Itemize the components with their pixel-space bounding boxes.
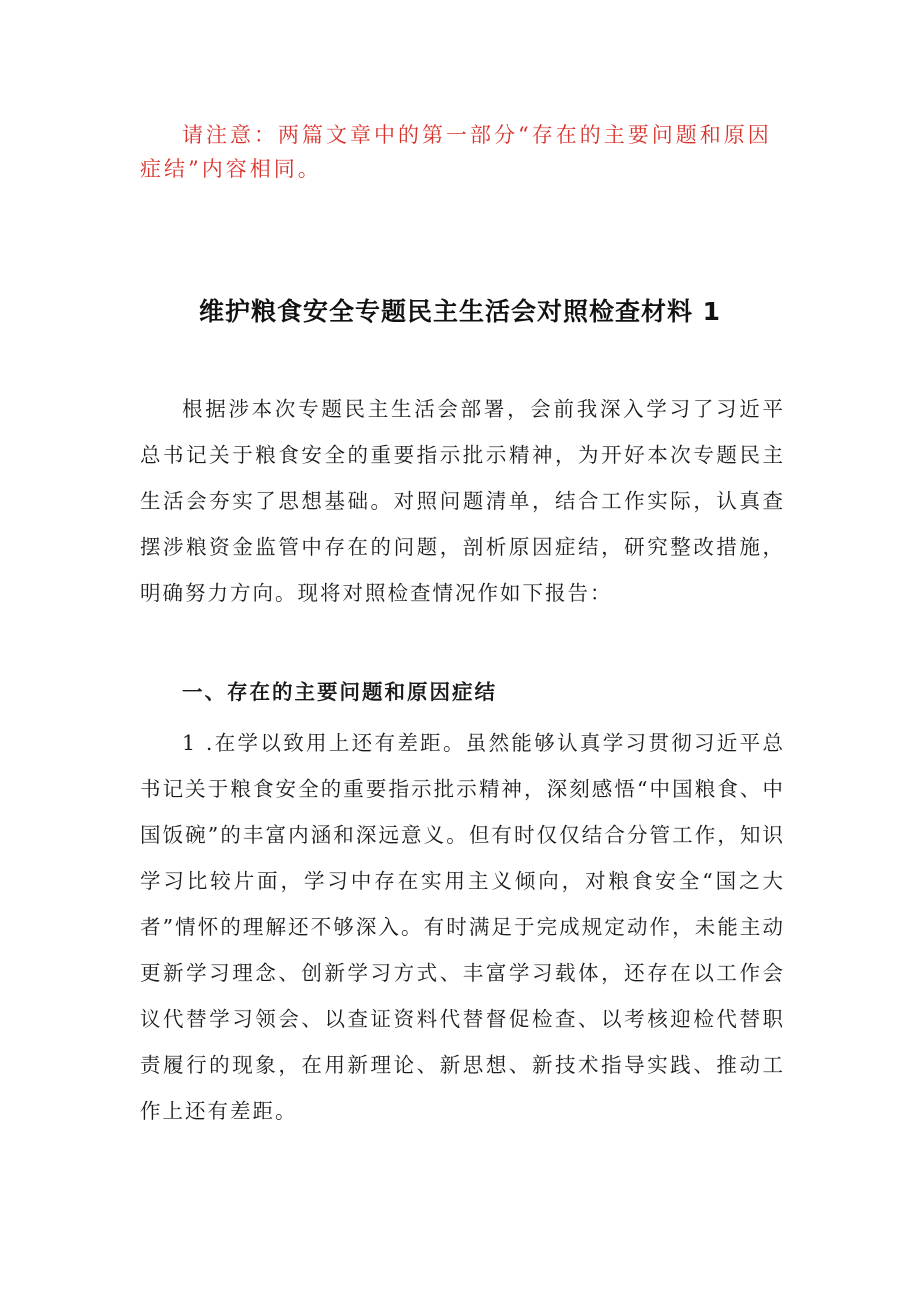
document-title: 维护粮食安全专题民主生活会对照检查材料 1 bbox=[198, 297, 722, 326]
section-heading: 一、存在的主要问题和原因症结 bbox=[182, 680, 497, 704]
editor-note: 请注意：两篇文章中的第一部分“存在的主要问题和原因症结”内容相同。 bbox=[140, 123, 772, 181]
item-paragraph: 1 .在学以致用上还有差距。虽然能够认真学习贯彻习近平总书记关于粮食安全的重要指示批示精神，深刻感悟“中国粮食、中国饭碗”的丰富内涵和深远意义。但有时仅仅结合分管工作，知识学习比较片面，学习中存在实用主义倾向，对粮食安全“国之大者”情怀的理解还不够深入。有时满足于完成规定动作，未能主动更新学习理念、创新学习方式、丰富学习载体，还存在以工作会议代替学习领会、以查证资料代替督促检查、以考核迎检代替职责履行的现象，在用新理论、新思想、新技术指导实践、推动工作上还有差距。 bbox=[140, 731, 785, 1123]
intro-paragraph: 根据涉本次专题民主生活会部署，会前我深入学习了习近平总书记关于粮食安全的重要指示批示精神，为开好本次专题民主生活会夯实了思想基础。对照问题清单，结合工作实际，认真查摆涉粮资金监管中存在的问题，剖析原因症结，研究整改措施，明确努力方向。现将对照检查情况作如下报告： bbox=[140, 397, 785, 605]
